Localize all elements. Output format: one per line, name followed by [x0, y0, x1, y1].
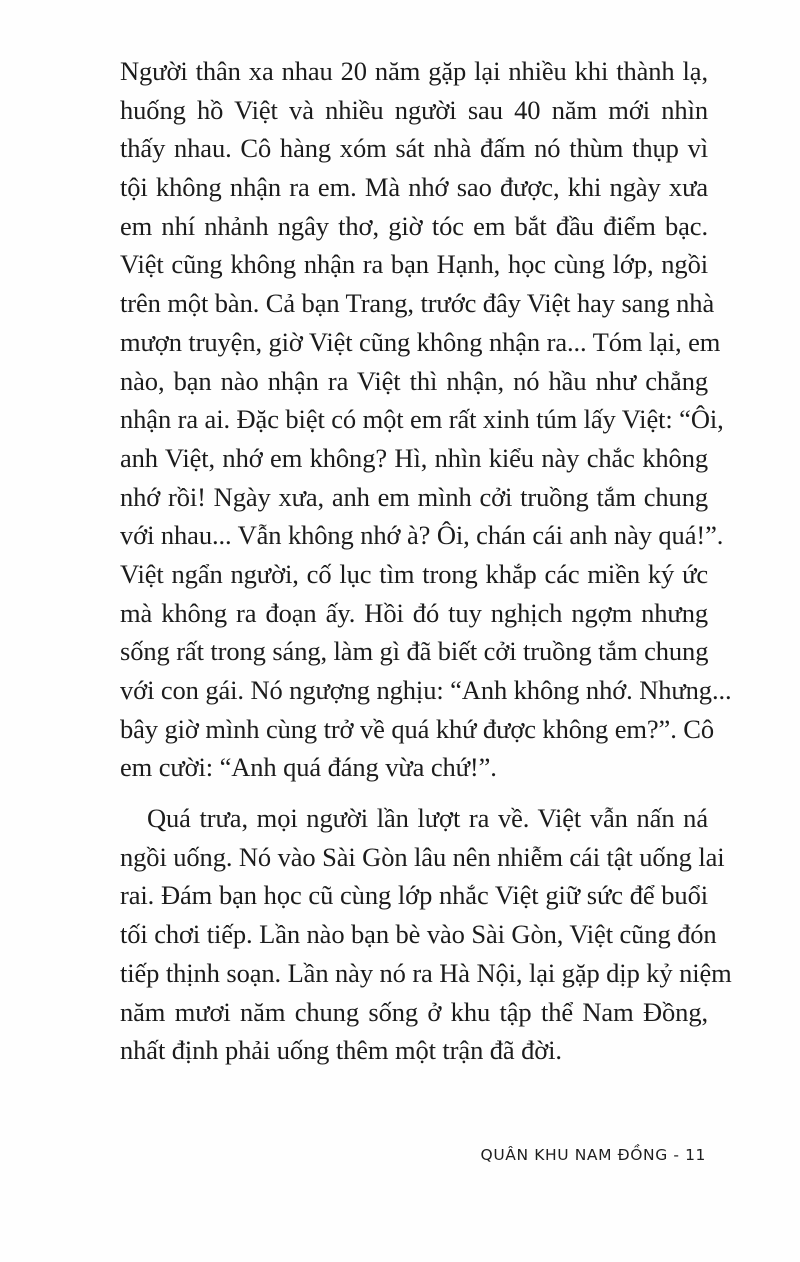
- text-line: với con gái. Nó ngượng nghịu: “Anh không nhớ. Nhưng...: [120, 675, 732, 705]
- text-line: năm mươi năm chung sống ở khu tập thể Nam Đồng,: [120, 996, 708, 1027]
- text-line: với nhau... Vẫn không nhớ à? Ôi, chán cái anh này quá!”.: [120, 520, 724, 551]
- text-line: nào, bạn nào nhận ra Việt thì nhận, nó hầu như chẳng: [120, 365, 708, 396]
- text-line: anh Việt, nhớ em không? Hì, nhìn kiểu này chắc không: [120, 442, 708, 473]
- text-line: nhớ rồi! Ngày xưa, anh em mình cởi truồng tắm chung: [120, 481, 708, 512]
- text-line-last: nhất định phải uống thêm một trận đã đời.: [120, 1035, 562, 1066]
- text-line: em nhí nhảnh ngây thơ, giờ tóc em bắt đầu điểm bạc.: [120, 210, 708, 241]
- page-footer: [481, 1146, 706, 1164]
- text-line-indented: Quá trưa, mọi người lần lượt ra về. Việt vẫn nấn ná: [147, 803, 708, 834]
- running-title: QUÂN KHU NAM ĐỒNG: [480, 1146, 668, 1164]
- body-text: [120, 52, 732, 1070]
- text-line: bây giờ mình cùng trở về quá khứ được không em?”. Cô: [120, 713, 714, 744]
- text-line: Việt ngẩn người, cố lục tìm trong khắp các miền ký ức: [120, 558, 708, 589]
- page-number: 11: [685, 1146, 706, 1164]
- text-line: Người thân xa nhau 20 năm gặp lại nhiều khi thành lạ,: [120, 56, 708, 86]
- text-line: tội không nhận ra em. Mà nhớ sao được, khi ngày xưa: [120, 172, 708, 203]
- text-line: rai. Đám bạn học cũ cùng lớp nhắc Việt giữ sức để buổi: [120, 880, 708, 911]
- text-line: sống rất trong sáng, làm gì đã biết cởi truồng tắm chung: [120, 636, 709, 667]
- text-line: mà không ra đoạn ấy. Hồi đó tuy nghịch ngợm nhưng: [120, 597, 708, 628]
- text-line-last: em cười: “Anh quá đáng vừa chứ!”.: [120, 752, 497, 783]
- text-line: ngồi uống. Nó vào Sài Gòn lâu nên nhiễm cái tật uống lai: [120, 841, 725, 872]
- text-line: mượn truyện, giờ Việt cũng không nhận ra... Tóm lại, em: [120, 326, 721, 357]
- text-line: tối chơi tiếp. Lần nào bạn bè vào Sài Gòn, Việt cũng đón: [120, 919, 717, 950]
- text-line: thấy nhau. Cô hàng xóm sát nhà đấm nó thùm thụp vì: [120, 133, 708, 164]
- text-line: tiếp thịnh soạn. Lần này nó ra Hà Nội, lại gặp dịp kỷ niệm: [120, 957, 732, 988]
- footer-separator: -: [667, 1146, 686, 1164]
- paragraph-2: [120, 799, 732, 1070]
- text-line: Việt cũng không nhận ra bạn Hạnh, học cùng lớp, ngồi: [120, 249, 708, 280]
- text-line: huống hồ Việt và nhiều người sau 40 năm mới nhìn: [120, 94, 708, 125]
- text-line: trên một bàn. Cả bạn Trang, trước đây Việt hay sang nhà: [120, 288, 715, 319]
- text-line: nhận ra ai. Đặc biệt có một em rất xinh túm lấy Việt: “Ôi,: [120, 404, 724, 435]
- paragraph-1: [120, 52, 732, 787]
